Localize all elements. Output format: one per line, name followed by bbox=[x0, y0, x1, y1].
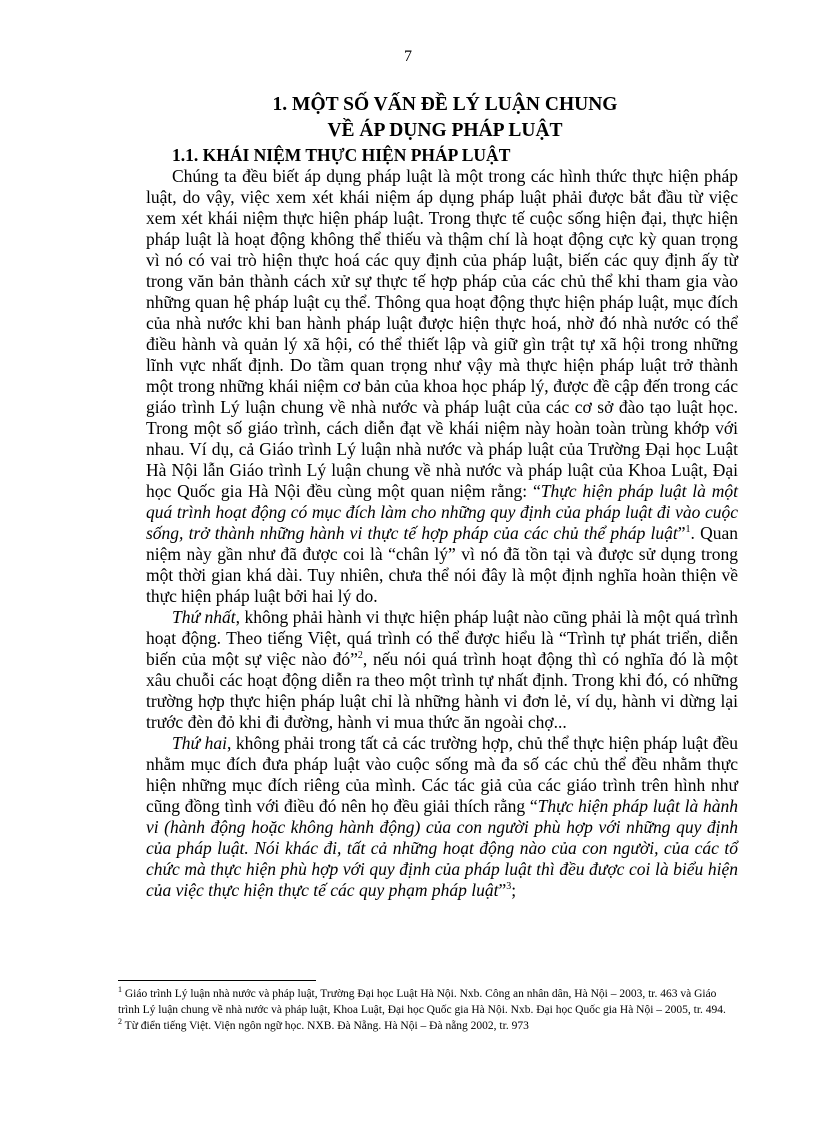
chapter-title-line-1: 1. MỘT SỐ VẤN ĐỀ LÝ LUẬN CHUNG bbox=[272, 94, 618, 115]
footnote-1-text: Giáo trình Lý luận nhà nước và pháp luật, Trường Đại học Luật Hà Nội. Nxb. Công an nhân dân, Hà Nội – 2003, tr. 463 và Giáo trình Lý luận chung về nhà nước và pháp luật, Khoa Luật, Đại học Quốc gia Hà Nội. Nxb. Đại học Quốc gia Hà Nội – 2005, tr. 494. bbox=[118, 988, 726, 1016]
footnote-1-number: 1 bbox=[118, 985, 122, 995]
footnote-ref-2[interactable]: 2 bbox=[357, 650, 363, 662]
paragraph-2-text-b: , nếu nói quá trình hoạt động thì có nghĩa đó là một xâu chuỗi các hoạt động diễn ra theo một trình tự nhất định. Trong khi đó, có những trường hợp thực hiện pháp luật chỉ là những hành vi đơn lẻ, ví dụ, hành vi dừng lại trước đèn đỏ khi đi đường, hành vi mua thức ăn ngoài chợ... bbox=[146, 649, 738, 732]
footnote-2-text: Từ điển tiếng Việt. Viện ngôn ngữ học. NXB. Đà Nẵng. Hà Nội – Đà nẵng 2002, tr. 973 bbox=[122, 1020, 529, 1032]
page-number: 7 bbox=[404, 48, 412, 65]
paragraph-3-text-c: ; bbox=[511, 880, 517, 900]
footnotes bbox=[118, 986, 738, 1034]
paragraph-3-lead: Thứ hai bbox=[172, 733, 227, 753]
chapter-title bbox=[160, 92, 730, 144]
paragraph-3-text-a: , không phải trong tất cả các trường hợp, chủ thể thực hiện pháp luật đều nhằm mục đích đưa pháp luật vào cuộc sống mà đa số các chủ thể đều nhằm thực hiện những mục đích riêng của mình. Các tác giả của các giáo trình trên hình như cũng đồng tình với điều đó nên họ đều giải thích rằng “ bbox=[146, 733, 739, 816]
body-text bbox=[146, 166, 738, 901]
paragraph-3 bbox=[146, 733, 738, 901]
paragraph-2 bbox=[146, 607, 738, 733]
paragraph-3-text-b: ” bbox=[498, 880, 507, 900]
footnote-ref-1[interactable]: 1 bbox=[685, 524, 691, 536]
paragraph-1-text-b: ” bbox=[677, 523, 686, 543]
footnote-2 bbox=[118, 1018, 738, 1034]
footnote-2-number: 2 bbox=[118, 1017, 122, 1027]
section-title: 1.1. KHÁI NIỆM THỰC HIỆN PHÁP LUẬT bbox=[172, 145, 511, 165]
paragraph-2-text-a: , không phải hành vi thực hiện pháp luật nào cũng phải là một quá trình hoạt động. Theo tiếng Việt, quá trình có thể được hiểu là “Trình tự phát triển, diễn biến của một sự việc nào đó” bbox=[146, 607, 738, 669]
paragraph-1-text-c: . Quan niệm này gần như đã được coi là “chân lý” vì nó đã tồn tại và được sử dụng trong một thời gian khá dài. Tuy nhiên, chưa thể nói đây là một định nghĩa hoàn thiện về thực hiện pháp luật bởi hai lý do. bbox=[146, 523, 738, 606]
paragraph-1 bbox=[146, 166, 738, 607]
footnote-ref-3[interactable]: 3 bbox=[506, 881, 512, 893]
paragraph-2-lead: Thứ nhất bbox=[172, 607, 236, 627]
paragraph-1-quote: Thực hiện pháp luật là một quá trình hoạt động có mục đích làm cho những quy định của pháp luật đi vào cuộc sống, trở thành những hành vi thực tế hợp pháp của các chủ thể pháp luật bbox=[146, 481, 739, 543]
paragraph-1-text-a: Chúng ta đều biết áp dụng pháp luật là một trong các hình thức thực hiện pháp luật, do vậy, việc xem xét khái niệm áp dụng pháp luật phải được bắt đầu từ việc xem xét khái niệm thực hiện pháp luật. Trong thực tế cuộc sống hiện đại, thực hiện pháp luật là hoạt động không thể thiếu và thậm chí là hoạt động cực kỳ quan trọng vì nó có vai trò hiện thực hoá các quy định của pháp luật, biến các quy định ấy từ trong văn bản thành cách xử sự thực tế hợp pháp của các chủ thể khi tham gia vào những quan hệ pháp luật cụ thể. Thông qua hoạt động thực hiện pháp luật, mục đích của nhà nước khi ban hành pháp luật được hiện thực hoá, nhờ đó nhà nước có thể điều hành và quản lý xã hội, có thể thiết lập và giữ gìn trật tự xã hội trong những lĩnh vực nhất định. Do tầm quan trọng như vậy mà thực hiện pháp luật trở thành một trong những khái niệm cơ bản của khoa học pháp lý, được đề cập đến trong các giáo trình Lý luận chung về nhà nước và pháp luật của các cơ sở đào tạo luật học. Trong một số giáo trình, cách diễn đạt về khái niệm này hoàn toàn trùng khớp với nhau. Ví dụ, cả Giáo trình Lý luận nhà nước và pháp luật của Trường Đại học Luật Hà Nội lẫn Giáo trình Lý luận chung về nhà nước và pháp luật của Khoa Luật, Đại học Quốc gia Hà Nội đều cùng một quan niệm rằng: “ bbox=[146, 166, 738, 501]
paragraph-3-quote: Thực hiện pháp luật là hành vi (hành động hoặc không hành động) của con người phù hợp với những quy định của pháp luật. Nói khác đi, tất cả những hoạt động nào của con người, của các tổ chức mà thực hiện phù hợp với quy định của pháp luật thì đều được coi là biểu hiện của việc thực hiện thực tế các quy phạm pháp luật bbox=[146, 796, 738, 900]
footnote-divider bbox=[118, 980, 316, 981]
footnote-1 bbox=[118, 986, 738, 1018]
chapter-title-line-2: VỀ ÁP DỤNG PHÁP LUẬT bbox=[327, 120, 563, 141]
